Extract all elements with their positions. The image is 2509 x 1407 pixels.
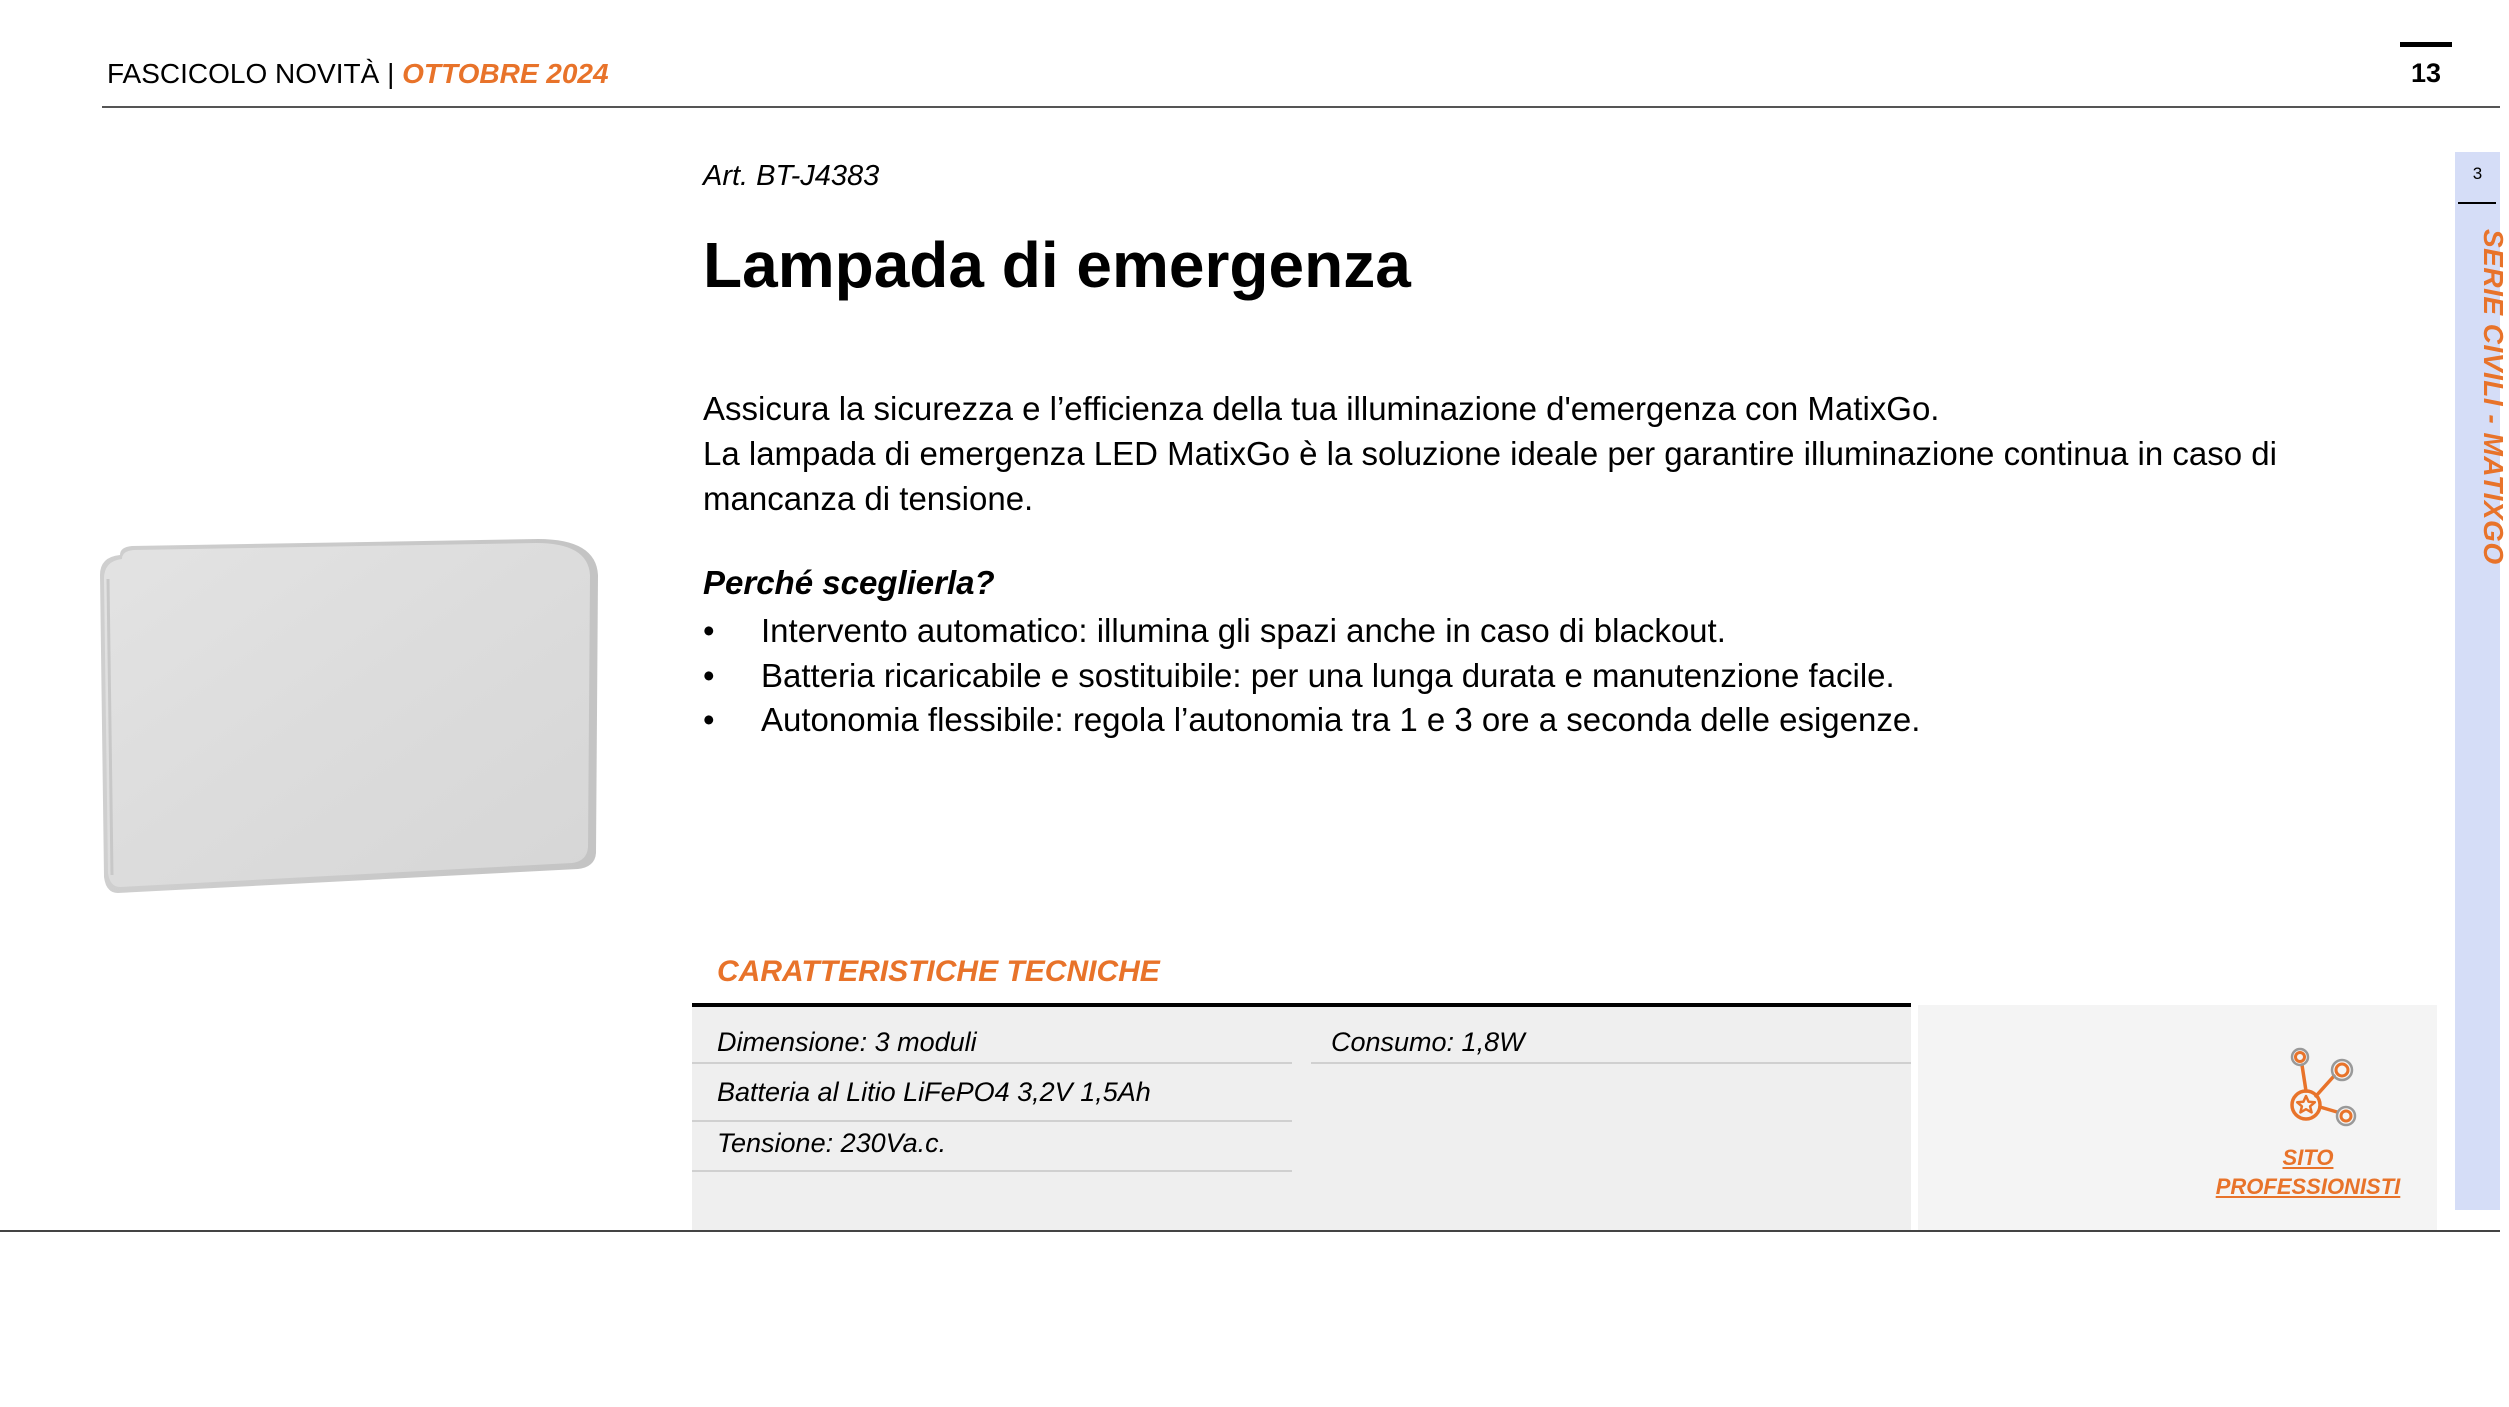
page-number-marker — [2400, 42, 2452, 47]
pro-site-link[interactable] — [2210, 1143, 2406, 1201]
publication-name: FASCICOLO NOVITÀ — [107, 58, 380, 89]
benefit-text: Autonomia flessibile: regola l’autonomia tra 1 e 3 ore a seconda delle esigenze. — [761, 701, 1921, 738]
spec-consumption: Consumo: 1,8W — [1331, 1027, 1525, 1057]
section-label: SERIE CIVILI - MATIXGO — [2478, 229, 2509, 565]
list-item — [703, 654, 1920, 699]
product-title: Lampada di emergenza — [703, 229, 1411, 301]
spec-dimension: Dimensione: 3 moduli — [717, 1027, 977, 1057]
product-description — [703, 386, 2303, 521]
description-line: La lampada di emergenza LED MatixGo è la soluzione ideale per garantire illuminazione continua in caso di mancanza di tensione. — [703, 435, 2277, 517]
bullet-icon: • — [703, 612, 715, 649]
benefit-text: Batteria ricaricabile e sostituibile: per una lunga durata e manutenzione facile. — [761, 656, 1895, 694]
pro-site-link-line2[interactable]: PROFESSIONISTI — [2215, 1174, 2401, 1199]
list-item — [703, 609, 1920, 654]
article-code: Art. BT-J4383 — [703, 160, 880, 192]
tech-section-title: CARATTERISTICHE TECNICHE — [717, 955, 1160, 988]
spec-voltage: Tensione: 230Va.c. — [717, 1128, 947, 1158]
bullet-icon: • — [703, 701, 715, 738]
header-divider — [102, 106, 2500, 108]
bullet-icon: • — [703, 656, 715, 694]
benefit-text: Intervento automatico: illumina gli spazi anche in caso di blackout. — [761, 612, 1726, 649]
section-number: 3 — [2472, 164, 2483, 183]
document-header — [107, 58, 609, 90]
list-item — [703, 698, 1920, 743]
why-heading: Perché sceglierla? — [703, 564, 995, 601]
benefit-list — [703, 609, 1920, 743]
pro-site-link-line1[interactable]: SITO — [2282, 1145, 2334, 1170]
footer-divider — [0, 1230, 2500, 1232]
description-line: Assicura la sicurezza e l’efficienza della tua illuminazione d'emergenza con MatixGo. — [703, 390, 1940, 427]
spec-divider — [692, 1170, 1292, 1172]
page-number: 13 — [2410, 58, 2442, 88]
header-separator: | — [387, 58, 395, 89]
spec-divider — [692, 1120, 1292, 1122]
issue-month: OTTOBRE 2024 — [402, 58, 609, 89]
spec-divider — [1311, 1062, 1911, 1064]
product-image — [98, 535, 600, 897]
tech-panel-rule — [692, 1003, 1911, 1007]
spec-battery: Batteria al Litio LiFePO4 3,2V 1,5Ah — [717, 1077, 1151, 1107]
section-number-underline — [2458, 202, 2496, 204]
spec-divider — [692, 1062, 1292, 1064]
network-star-icon[interactable] — [2280, 1045, 2364, 1129]
